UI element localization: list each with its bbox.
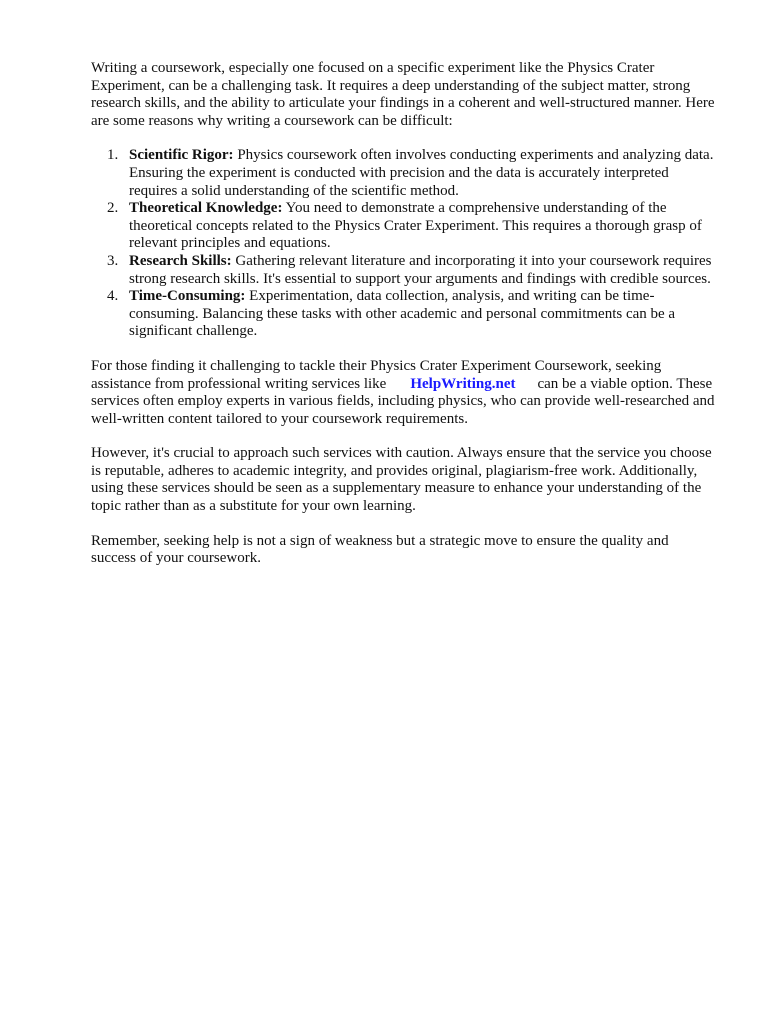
reasons-list xyxy=(91,147,716,341)
list-item xyxy=(91,200,716,253)
list-item-text: Experimentation, data collection, analysis, and writing can be time-consuming. Balancing these tasks with other academic and personal commitments can be a significant challenge. xyxy=(129,288,676,340)
list-item-number: 2. xyxy=(107,200,119,217)
list-item-term: Theoretical Knowledge: xyxy=(129,200,283,217)
document-page xyxy=(91,60,716,585)
closing-paragraph: Remember, seeking help is not a sign of weakness but a strategic move to ensure the quality and success of your coursework. xyxy=(91,532,669,567)
list-item-term: Research Skills: xyxy=(129,252,232,269)
list-item-text: Physics coursework often involves conducting experiments and analyzing data. Ensuring the experiment is conducted with precision and the data is accurately interpreted requires a solid understanding of the scientific method. xyxy=(129,147,714,199)
list-item-number: 3. xyxy=(107,252,119,269)
assistance-text-after: can be a viable option. These services often employ experts in various fields, including physics, who can provide well-researched and well-written content tailored to your coursework requirements. xyxy=(91,375,715,427)
list-item-text: You need to demonstrate a comprehensive understanding of the theoretical concepts related to the Physics Crater Experiment. This requires a thorough grasp of relevant principles and equations. xyxy=(129,200,702,252)
list-item-number: 4. xyxy=(107,288,119,305)
list-item xyxy=(91,147,716,200)
caution-paragraph: However, it's crucial to approach such services with caution. Always ensure that the service you choose is reputable, adheres to academic integrity, and provides original, plagiarism-free work. Additionally, using these services should be seen as a supplementary measure to enhance your understanding of the topic rather than as a substitute for your own learning. xyxy=(91,445,712,515)
list-item-term: Scientific Rigor: xyxy=(129,147,234,164)
list-item xyxy=(91,253,716,288)
intro-paragraph: Writing a coursework, especially one focused on a specific experiment like the Physics Crater Experiment, can be a challenging task. It requires a deep understanding of the subject matter, strong research skills, and the ability to articulate your findings in a coherent and well-structured manner. Here are some reasons why writing a coursework can be difficult: xyxy=(91,60,715,129)
assistance-paragraph xyxy=(91,358,716,428)
helpwriting-link[interactable]: HelpWriting.net xyxy=(410,375,516,392)
list-item-term: Time-Consuming: xyxy=(129,288,246,305)
list-item xyxy=(91,288,716,341)
list-item-text: Gathering relevant literature and incorporating it into your coursework requires strong research skills. It's essential to support your arguments and findings with credible sources. xyxy=(129,252,712,287)
assistance-text-before: For those finding it challenging to tackle their Physics Crater Experiment Coursework, seeking assistance from professional writing services like xyxy=(91,357,662,392)
list-item-number: 1. xyxy=(107,147,119,164)
